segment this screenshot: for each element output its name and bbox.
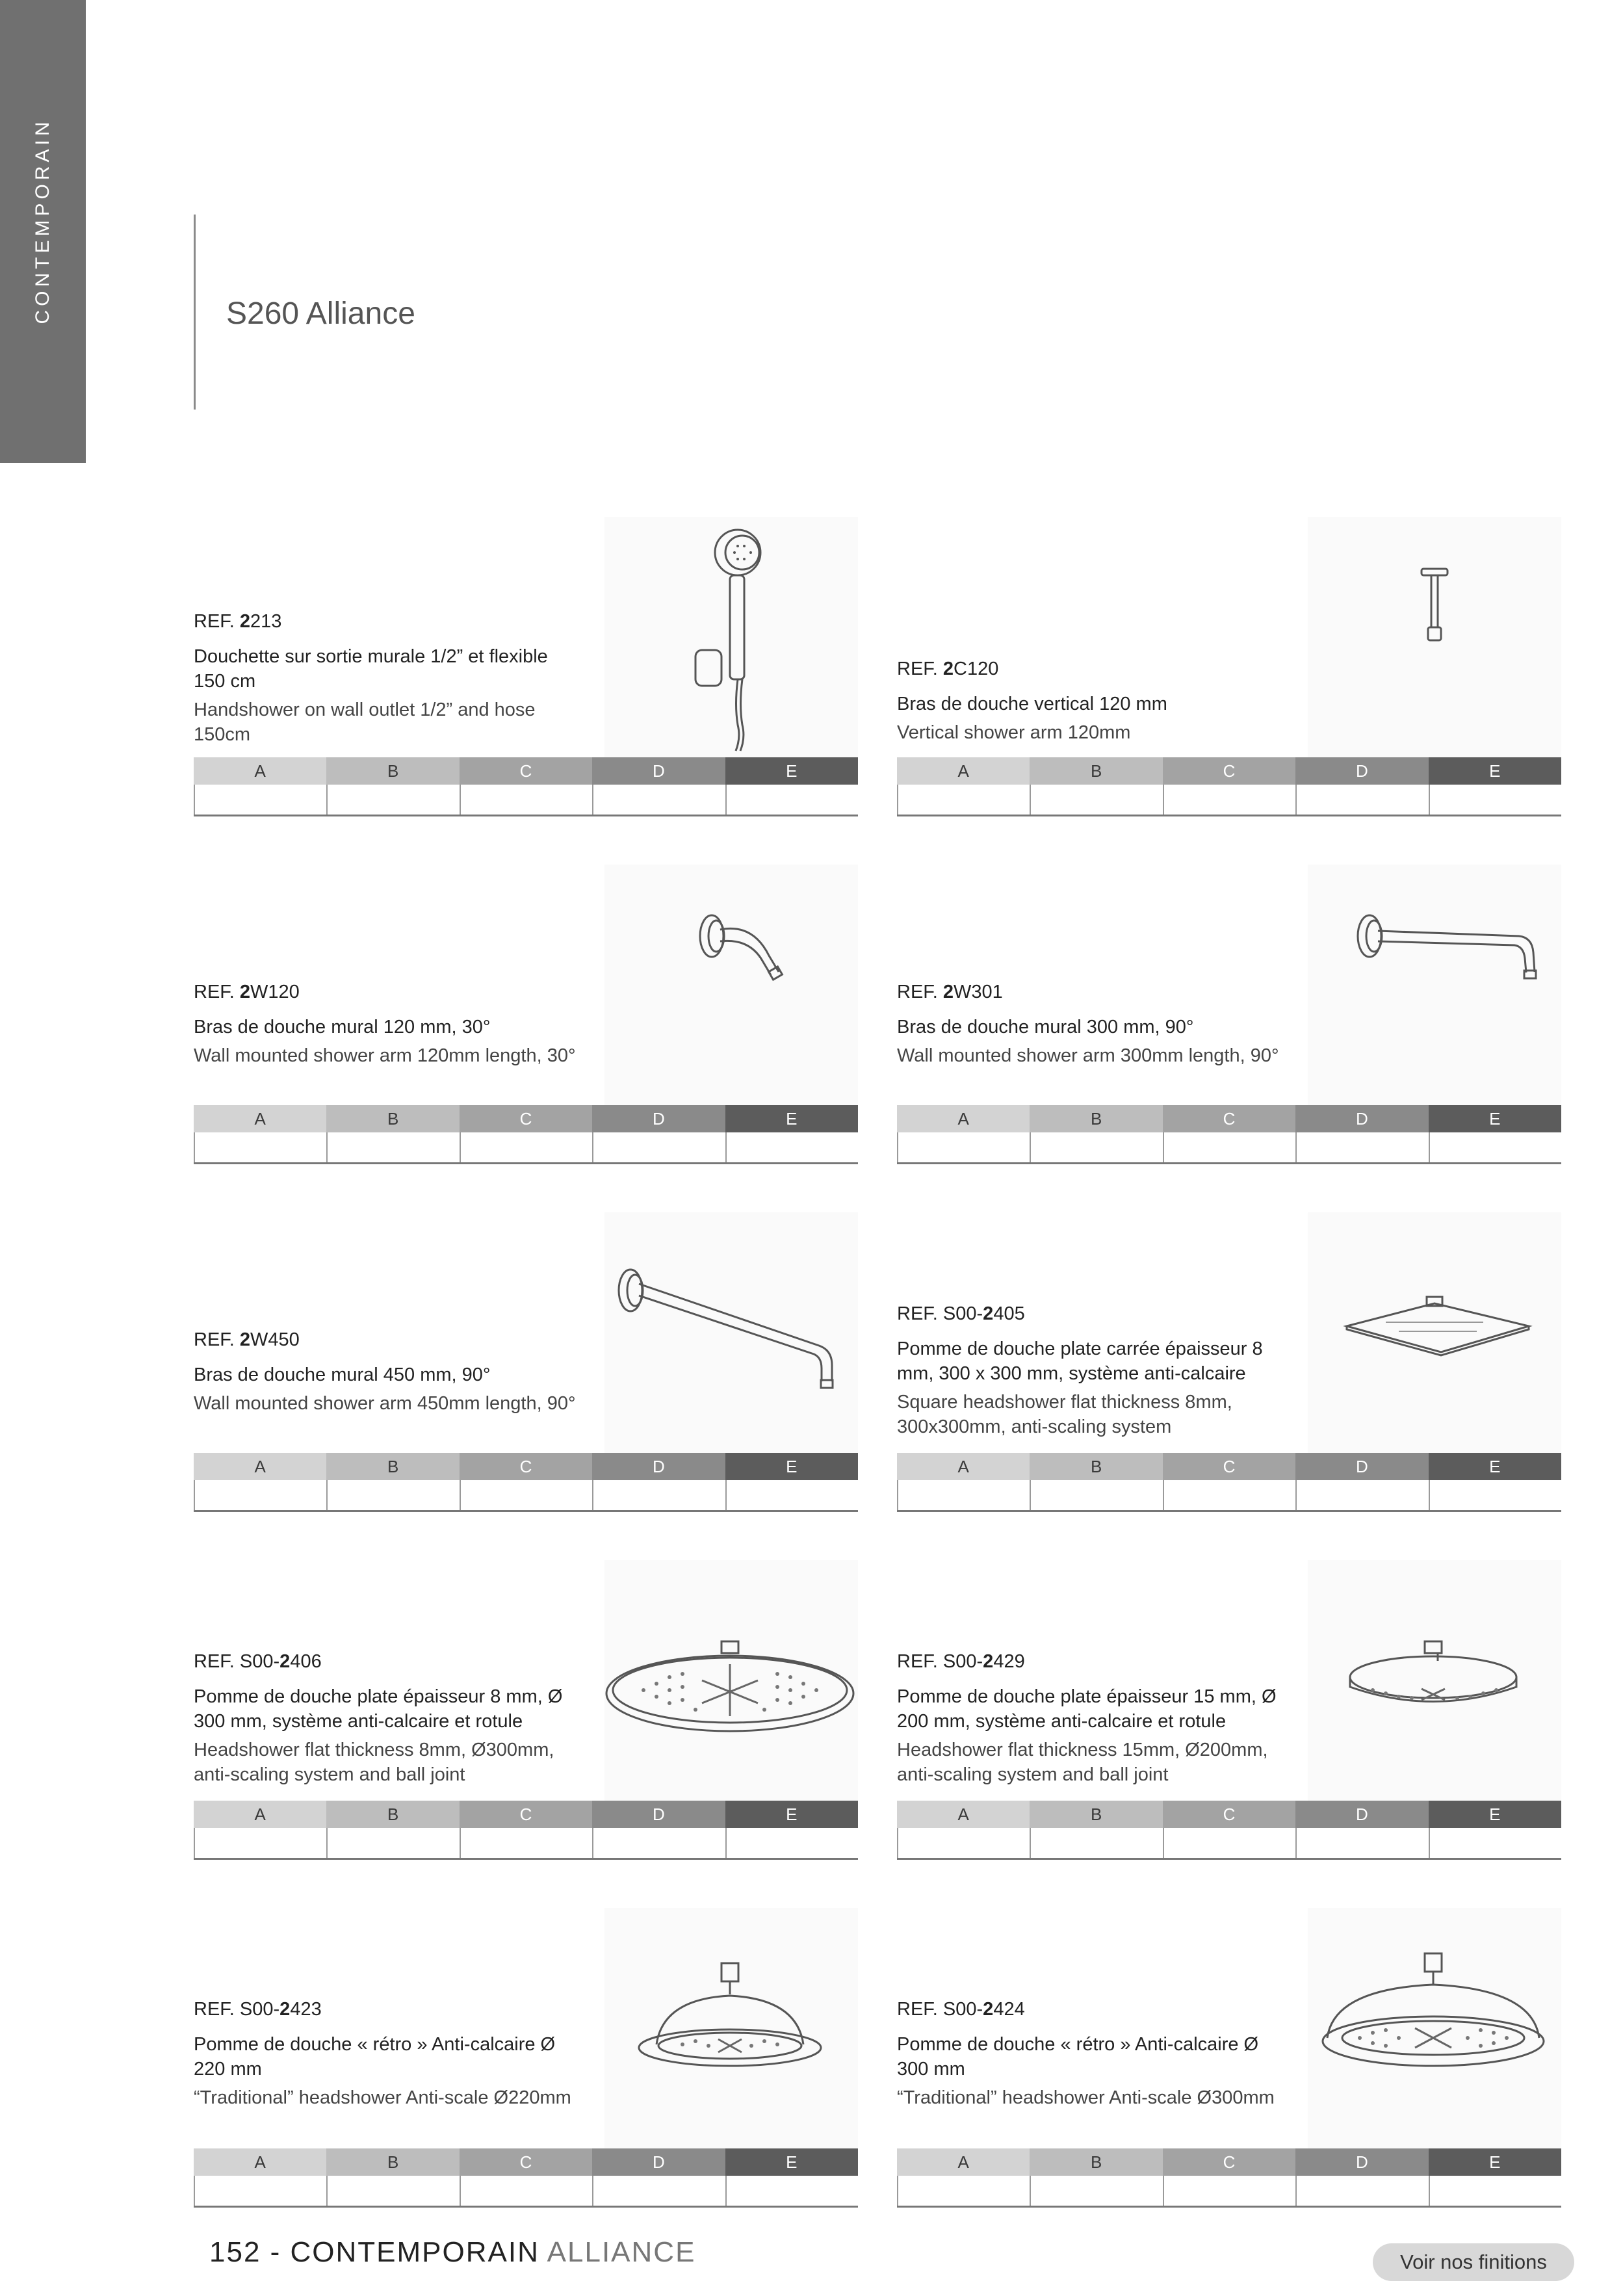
finish-c: C [460, 1801, 592, 1828]
finish-c: C [1163, 1105, 1295, 1132]
product-text [897, 659, 1287, 745]
product-desc-fr: Bras de douche mural 450 mm, 90° [194, 1364, 491, 1385]
finish-d: D [592, 1105, 725, 1132]
finish-header [897, 2148, 1561, 2176]
finish-b: B [1030, 1453, 1162, 1480]
product-desc-fr: Bras de douche vertical 120 mm [897, 694, 1167, 714]
finish-cells [194, 785, 858, 816]
finish-d: D [1295, 1105, 1428, 1132]
finish-b: B [1030, 757, 1162, 785]
finish-b: B [326, 757, 459, 785]
product-text [194, 1651, 584, 1787]
product-ref: REF. S00-2423 [194, 1999, 322, 2020]
product-ref: REF. 2213 [194, 611, 282, 632]
finish-a: A [194, 757, 326, 785]
finish-table [194, 757, 858, 816]
finish-table [897, 1453, 1561, 1512]
finish-c: C [1163, 2148, 1295, 2176]
page-number: 152 - CONTEMPORAIN [209, 2236, 539, 2268]
finish-b: B [326, 1105, 459, 1132]
product-image [604, 1908, 858, 2148]
finish-b: B [326, 1453, 459, 1480]
product-card [194, 1908, 858, 2207]
product-card [194, 865, 858, 1164]
finish-c: C [1163, 1453, 1295, 1480]
finish-c: C [460, 757, 592, 785]
finish-d: D [592, 2148, 725, 2176]
retro-headshower-small-icon [604, 1908, 858, 2148]
vertical-shower-arm-icon [1308, 517, 1561, 757]
finish-e: E [1429, 1453, 1561, 1480]
product-image [1308, 1560, 1561, 1801]
finish-c: C [460, 1105, 592, 1132]
product-card [897, 865, 1561, 1164]
side-tab-label: CONTEMPORAIN [32, 118, 53, 324]
product-image [1308, 517, 1561, 757]
product-card [897, 1908, 1561, 2207]
finish-e: E [725, 757, 858, 785]
product-image [604, 1212, 858, 1453]
product-desc-fr: Pomme de douche plate épaisseur 15 mm, Ø 200 mm, système anti-calcaire et rotule [897, 1686, 1277, 1732]
product-image [604, 517, 858, 757]
product-image [1308, 865, 1561, 1105]
handshower-icon [604, 517, 858, 757]
title-rule [194, 215, 196, 410]
product-ref: REF. S00-2429 [897, 1651, 1025, 1672]
wall-arm-long-icon [604, 1212, 858, 1453]
finish-d: D [1295, 1801, 1428, 1828]
product-desc-fr: Pomme de douche plate épaisseur 8 mm, Ø 300 mm, système anti-calcaire et rotule [194, 1686, 563, 1732]
finish-e: E [725, 2148, 858, 2176]
finish-table [194, 2148, 858, 2208]
finish-b: B [326, 2148, 459, 2176]
finish-b: B [1030, 1801, 1162, 1828]
finish-header [194, 757, 858, 785]
product-text [897, 1999, 1287, 2110]
product-card [194, 517, 858, 816]
finish-d: D [592, 1453, 725, 1480]
square-headshower-icon [1308, 1212, 1561, 1453]
finish-e: E [1429, 2148, 1561, 2176]
product-desc-fr: Douchette sur sortie murale 1/2” et flexible 150 cm [194, 646, 548, 692]
product-ref: REF. S00-2406 [194, 1651, 322, 1672]
product-text [194, 982, 584, 1068]
product-desc-en: Vertical shower arm 120mm [897, 722, 1131, 743]
finish-a: A [897, 1453, 1030, 1480]
product-image [1308, 1908, 1561, 2148]
finish-a: A [897, 757, 1030, 785]
product-text [897, 982, 1287, 1068]
side-tab [0, 0, 86, 463]
product-desc-en: Headshower flat thickness 15mm, Ø200mm, anti-scaling system and ball joint [897, 1740, 1268, 1785]
product-desc-fr: Pomme de douche « rétro » Anti-calcaire Ø 300 mm [897, 2034, 1259, 2080]
finish-a: A [194, 1453, 326, 1480]
finish-e: E [1429, 757, 1561, 785]
finish-table [897, 1801, 1561, 1860]
finish-a: A [194, 1801, 326, 1828]
finish-header [194, 1801, 858, 1828]
finish-a: A [194, 1105, 326, 1132]
finish-a: A [897, 1105, 1030, 1132]
finish-table [897, 757, 1561, 816]
product-text [194, 1999, 584, 2110]
finish-d: D [1295, 757, 1428, 785]
finish-e: E [1429, 1801, 1561, 1828]
finish-c: C [1163, 757, 1295, 785]
finish-table [897, 2148, 1561, 2208]
wall-arm-medium-icon [1308, 865, 1561, 1105]
round-headshower-small-icon [1308, 1560, 1561, 1801]
finish-table [897, 1105, 1561, 1164]
product-desc-en: Wall mounted shower arm 300mm length, 90° [897, 1045, 1279, 1066]
finish-a: A [897, 1801, 1030, 1828]
product-text [897, 1651, 1287, 1787]
finish-cells [897, 785, 1561, 816]
product-desc-en: Headshower flat thickness 8mm, Ø300mm, anti-scaling system and ball joint [194, 1740, 554, 1785]
finish-header [897, 1801, 1561, 1828]
finish-cells [194, 1132, 858, 1164]
product-image [604, 1560, 858, 1801]
finish-cells [194, 1828, 858, 1860]
product-desc-en: Square headshower flat thickness 8mm, 300x300mm, anti-scaling system [897, 1392, 1232, 1437]
finish-e: E [725, 1105, 858, 1132]
finish-header [194, 1105, 858, 1132]
finish-header [194, 2148, 858, 2176]
product-text [194, 611, 584, 747]
product-ref: REF. 2W450 [194, 1329, 300, 1350]
product-ref: REF. S00-2405 [897, 1303, 1025, 1324]
product-card [897, 1212, 1561, 1511]
finish-b: B [1030, 1105, 1162, 1132]
product-desc-fr: Pomme de douche plate carrée épaisseur 8 mm, 300 x 300 mm, système anti-calcaire [897, 1338, 1263, 1384]
product-card [897, 517, 1561, 816]
product-card [897, 1560, 1561, 1859]
finish-e: E [725, 1453, 858, 1480]
product-desc-en: “Traditional” headshower Anti-scale Ø300mm [897, 2087, 1275, 2108]
finish-cells [194, 2176, 858, 2208]
product-desc-en: Wall mounted shower arm 120mm length, 30° [194, 1045, 576, 1066]
product-image [604, 865, 858, 1105]
finish-c: C [460, 1453, 592, 1480]
finish-c: C [460, 2148, 592, 2176]
finish-e: E [1429, 1105, 1561, 1132]
round-headshower-large-icon [604, 1560, 858, 1801]
finish-header [897, 1105, 1561, 1132]
product-desc-en: Wall mounted shower arm 450mm length, 90° [194, 1393, 576, 1414]
finish-cells [897, 1480, 1561, 1512]
finish-d: D [1295, 2148, 1428, 2176]
finish-header [897, 757, 1561, 785]
finish-cells [194, 1480, 858, 1512]
finish-a: A [897, 2148, 1030, 2176]
finish-d: D [592, 757, 725, 785]
finish-table [194, 1453, 858, 1512]
finish-cells [897, 1132, 1561, 1164]
product-text [897, 1303, 1287, 1439]
product-ref: REF. 2W301 [897, 982, 1003, 1002]
retro-headshower-large-icon [1308, 1908, 1561, 2148]
product-desc-fr: Bras de douche mural 300 mm, 90° [897, 1017, 1194, 1037]
product-ref: REF. 2W120 [194, 982, 300, 1002]
series-title: S260 Alliance [226, 296, 415, 331]
finish-table [194, 1105, 858, 1164]
finish-cells [897, 1828, 1561, 1860]
finish-cells [897, 2176, 1561, 2208]
product-desc-en: Handshower on wall outlet 1/2” and hose 150cm [194, 699, 536, 745]
product-desc-fr: Pomme de douche « rétro » Anti-calcaire Ø 220 mm [194, 2034, 556, 2080]
finish-header [897, 1453, 1561, 1480]
product-text [194, 1329, 584, 1416]
finish-d: D [1295, 1453, 1428, 1480]
product-desc-fr: Bras de douche mural 120 mm, 30° [194, 1017, 491, 1037]
product-ref: REF. 2C120 [897, 659, 999, 679]
finish-table [194, 1801, 858, 1860]
product-ref: REF. S00-2424 [897, 1999, 1025, 2020]
finish-d: D [592, 1801, 725, 1828]
product-image [1308, 1212, 1561, 1453]
finish-a: A [194, 2148, 326, 2176]
finish-b: B [326, 1801, 459, 1828]
wall-arm-short-icon [604, 865, 858, 1105]
finish-e: E [725, 1801, 858, 1828]
product-card [194, 1560, 858, 1859]
product-card [194, 1212, 858, 1511]
page-footer [209, 2236, 695, 2269]
finish-header [194, 1453, 858, 1480]
finish-c: C [1163, 1801, 1295, 1828]
product-desc-en: “Traditional” headshower Anti-scale Ø220mm [194, 2087, 571, 2108]
collection-name: ALLIANCE [547, 2236, 696, 2268]
view-finishes-button[interactable]: Voir nos finitions [1373, 2243, 1574, 2281]
finish-b: B [1030, 2148, 1162, 2176]
